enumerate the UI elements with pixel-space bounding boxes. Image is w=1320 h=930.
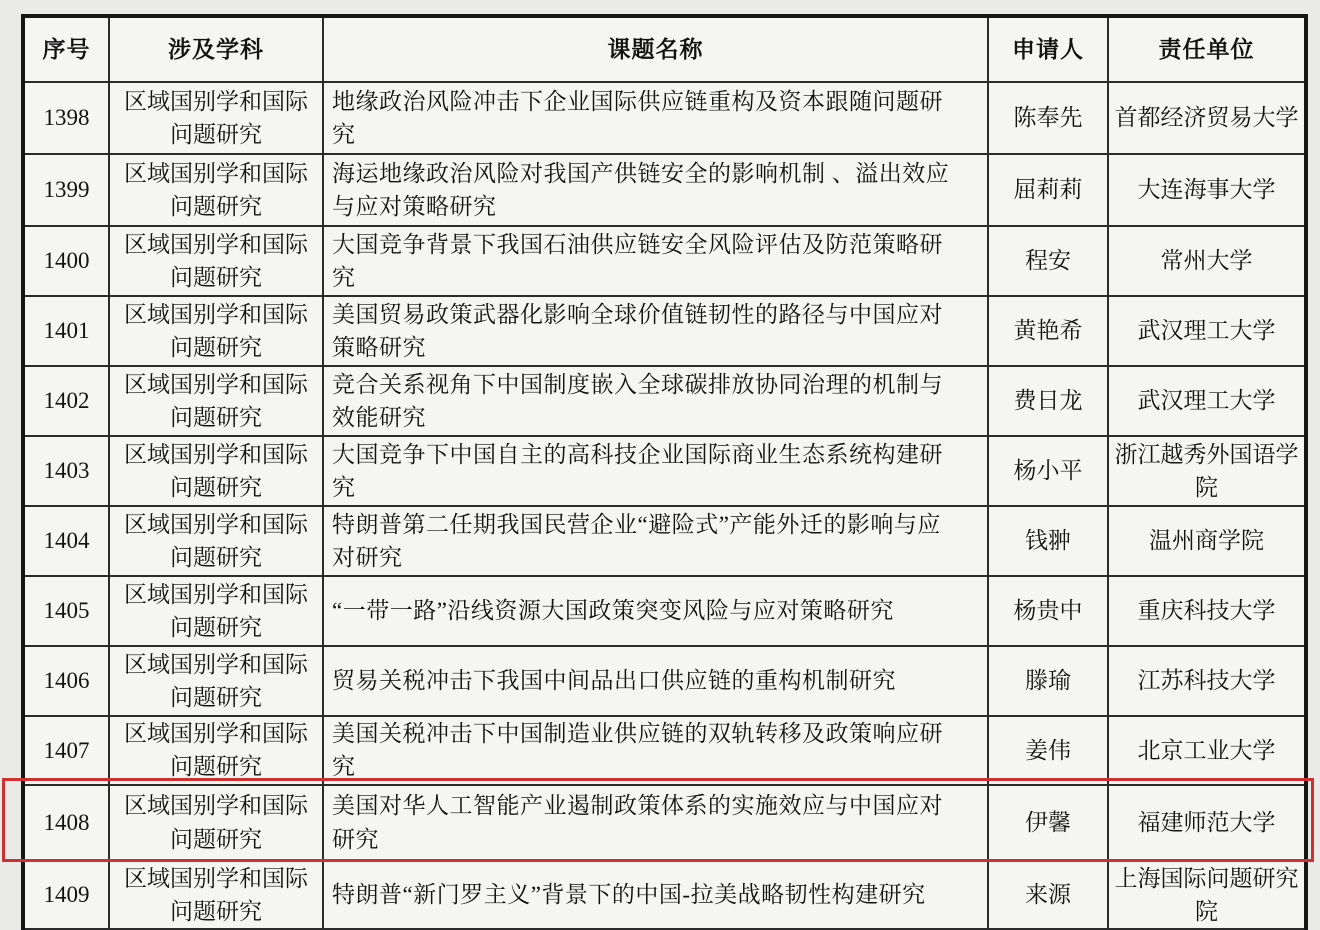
table-row	[23, 82, 1306, 154]
cell-unit: 江苏科技大学	[1108, 646, 1306, 716]
cell-project-title: 美国贸易政策武器化影响全球价值链韧性的路径与中国应对策略研究	[323, 296, 988, 366]
cell-unit: 武汉理工大学	[1108, 366, 1306, 436]
cell-unit: 大连海事大学	[1108, 154, 1306, 226]
table-row	[23, 506, 1306, 576]
cell-project-title: 美国对华人工智能产业遏制政策体系的实施效应与中国应对研究	[323, 785, 988, 861]
cell-applicant: 费日龙	[988, 366, 1108, 436]
cell-applicant: 钱翀	[988, 506, 1108, 576]
column-header-project-title: 课题名称	[323, 16, 988, 82]
cell-project-title: 特朗普第二任期我国民营企业“避险式”产能外迁的影响与应对研究	[323, 506, 988, 576]
cell-serial-number: 1399	[23, 154, 109, 226]
cell-applicant: 伊馨	[988, 785, 1108, 861]
cell-discipline: 区域国别学和国际问题研究	[109, 716, 323, 785]
cell-project-title: 大国竞争背景下我国石油供应链安全风险评估及防范策略研究	[323, 226, 988, 296]
cell-discipline: 区域国别学和国际问题研究	[109, 82, 323, 154]
cell-discipline: 区域国别学和国际问题研究	[109, 646, 323, 716]
cell-serial-number: 1409	[23, 861, 109, 930]
cell-discipline: 区域国别学和国际问题研究	[109, 785, 323, 861]
column-header-discipline: 涉及学科	[109, 16, 323, 82]
cell-project-title: 地缘政治风险冲击下企业国际供应链重构及资本跟随问题研究	[323, 82, 988, 154]
table-row	[23, 366, 1306, 436]
cell-serial-number: 1405	[23, 576, 109, 646]
cell-unit: 温州商学院	[1108, 506, 1306, 576]
cell-unit: 武汉理工大学	[1108, 296, 1306, 366]
cell-serial-number: 1401	[23, 296, 109, 366]
table-body	[23, 82, 1306, 929]
cell-serial-number: 1406	[23, 646, 109, 716]
cell-project-title: 美国关税冲击下中国制造业供应链的双轨转移及政策响应研究	[323, 716, 988, 785]
cell-applicant: 屈莉莉	[988, 154, 1108, 226]
cell-applicant: 陈奉先	[988, 82, 1108, 154]
cell-project-title: “一带一路”沿线资源大国政策突变风险与应对策略研究	[323, 576, 988, 646]
cell-serial-number: 1407	[23, 716, 109, 785]
cell-applicant: 滕瑜	[988, 646, 1108, 716]
cell-applicant: 姜伟	[988, 716, 1108, 785]
table-row	[23, 716, 1306, 785]
cell-discipline: 区域国别学和国际问题研究	[109, 296, 323, 366]
cell-discipline: 区域国别学和国际问题研究	[109, 861, 323, 930]
cell-unit: 浙江越秀外国语学院	[1108, 436, 1306, 506]
cell-project-title: 竞合关系视角下中国制度嵌入全球碳排放协同治理的机制与效能研究	[323, 366, 988, 436]
cell-unit: 福建师范大学	[1108, 785, 1306, 861]
column-header-unit: 责任单位	[1108, 16, 1306, 82]
table-row	[23, 436, 1306, 506]
cell-serial-number: 1403	[23, 436, 109, 506]
table-row	[23, 785, 1306, 861]
cell-discipline: 区域国别学和国际问题研究	[109, 436, 323, 506]
cell-project-title: 特朗普“新门罗主义”背景下的中国-拉美战略韧性构建研究	[323, 861, 988, 930]
cell-applicant: 程安	[988, 226, 1108, 296]
table-row	[23, 861, 1306, 930]
cell-unit: 常州大学	[1108, 226, 1306, 296]
cell-discipline: 区域国别学和国际问题研究	[109, 226, 323, 296]
cell-project-title: 海运地缘政治风险对我国产供链安全的影响机制 、溢出效应与应对策略研究	[323, 154, 988, 226]
cell-serial-number: 1398	[23, 82, 109, 154]
cell-serial-number: 1400	[23, 226, 109, 296]
cell-applicant: 杨贵中	[988, 576, 1108, 646]
column-header-applicant: 申请人	[988, 16, 1108, 82]
cell-unit: 上海国际问题研究院	[1108, 861, 1306, 930]
cell-applicant: 黄艳希	[988, 296, 1108, 366]
cell-discipline: 区域国别学和国际问题研究	[109, 576, 323, 646]
cell-applicant: 杨小平	[988, 436, 1108, 506]
projects-table	[21, 14, 1308, 930]
cell-discipline: 区域国别学和国际问题研究	[109, 366, 323, 436]
cell-discipline: 区域国别学和国际问题研究	[109, 506, 323, 576]
cell-discipline: 区域国别学和国际问题研究	[109, 154, 323, 226]
cell-unit: 首都经济贸易大学	[1108, 82, 1306, 154]
cell-unit: 北京工业大学	[1108, 716, 1306, 785]
table-row	[23, 646, 1306, 716]
table-row	[23, 226, 1306, 296]
cell-project-title: 贸易关税冲击下我国中间品出口供应链的重构机制研究	[323, 646, 988, 716]
cell-applicant: 来源	[988, 861, 1108, 930]
cell-serial-number: 1404	[23, 506, 109, 576]
header-row	[23, 16, 1306, 82]
table-header	[23, 16, 1306, 82]
cell-serial-number: 1408	[23, 785, 109, 861]
column-header-serial-number: 序号	[23, 16, 109, 82]
table-row	[23, 154, 1306, 226]
table-row	[23, 576, 1306, 646]
cell-unit: 重庆科技大学	[1108, 576, 1306, 646]
cell-project-title: 大国竞争下中国自主的高科技企业国际商业生态系统构建研究	[323, 436, 988, 506]
cell-serial-number: 1402	[23, 366, 109, 436]
table-row	[23, 296, 1306, 366]
